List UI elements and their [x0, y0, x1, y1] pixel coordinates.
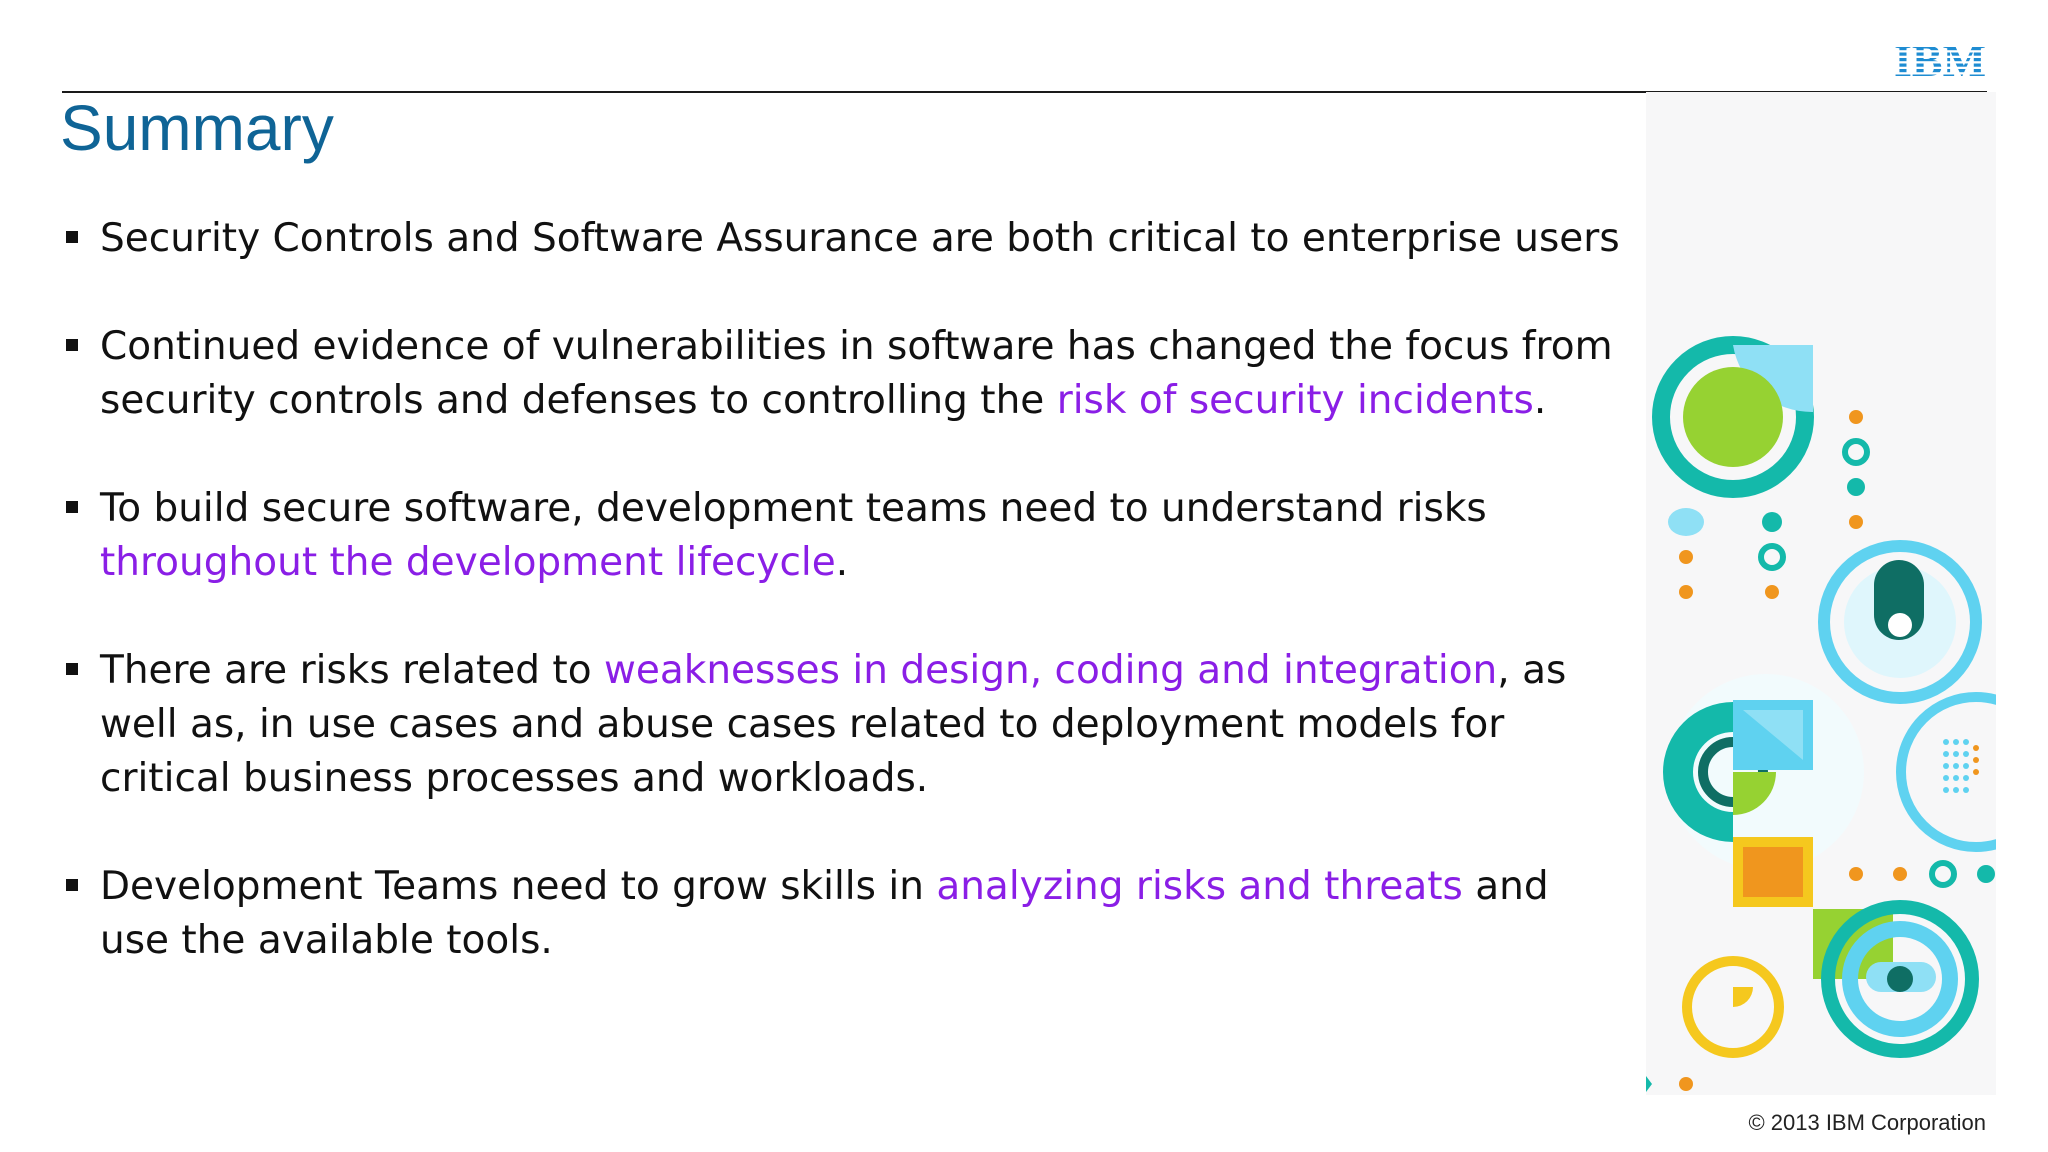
bullet-item: [62, 482, 1622, 590]
bullet-text: .: [1533, 378, 1547, 423]
bullet-item: [62, 860, 1622, 968]
bullet-text: Continued evidence of vulnerabilities in software has changed the focus from security controls and defenses to controlling the: [100, 324, 1613, 423]
bullet-text: and use the available tools.: [100, 864, 1549, 963]
ibm-logo: [1893, 36, 1987, 80]
bullet-marker: [66, 231, 78, 243]
bullet-marker: [66, 879, 78, 891]
bullet-item: [62, 212, 1622, 266]
bullet-text: Security Controls and Software Assurance are both critical to enterprise users: [100, 216, 1620, 261]
highlighted-text: risk of security incidents: [1056, 378, 1534, 423]
slide-title: Summary: [60, 92, 334, 164]
bullet-text: Development Teams need to grow skills in: [100, 864, 937, 909]
bullet-text: There are risks related to: [100, 648, 604, 693]
copyright-notice: © 2013 IBM Corporation: [1748, 1110, 1986, 1135]
highlighted-text: analyzing risks and threats: [936, 864, 1463, 909]
bullet-text: To build secure software, development teams need to understand risks: [100, 486, 1487, 531]
decorative-artwork: [1646, 92, 1996, 1095]
highlighted-text: weaknesses in design, coding and integration: [603, 648, 1498, 693]
bullet-list: [62, 212, 1622, 1022]
bullet-item: [62, 320, 1622, 428]
bullet-item: [62, 644, 1622, 806]
bullet-marker: [66, 663, 78, 675]
bullet-text: , as well as, in use cases and abuse cases related to deployment models for critical business processes and workloads.: [100, 648, 1567, 801]
bullet-text: .: [835, 540, 849, 585]
bullet-marker: [66, 339, 78, 351]
highlighted-text: throughout the development lifecycle: [100, 540, 836, 585]
ibm-logo-text: IBM: [1894, 36, 1986, 80]
bullet-marker: [66, 501, 78, 513]
